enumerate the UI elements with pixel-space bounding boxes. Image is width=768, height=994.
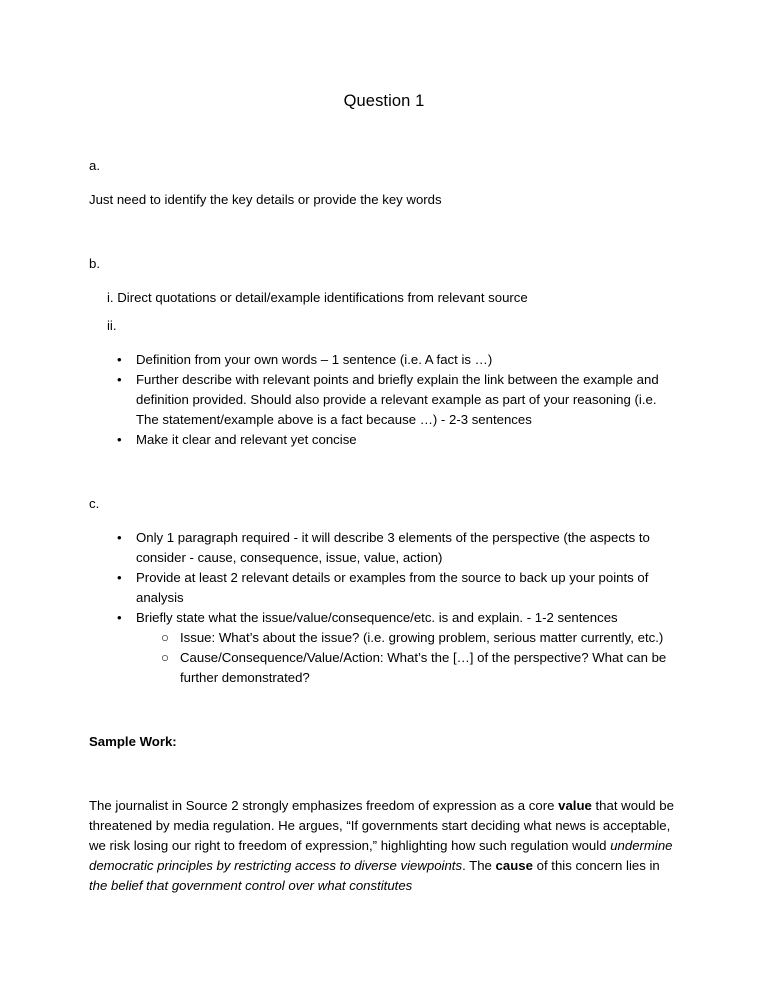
list-item-text: Further describe with relevant points and briefly explain the link between the example and definition provided. Should also provide a relevant example as part of your reasoning (i.e. The statement/example above is a fact because …) - 2-3 sentences	[136, 372, 659, 427]
list-item	[89, 608, 679, 628]
sample-work-run-2: that would be threatened by media regulation. He argues, “If governments start deciding what news is acceptable, we risk losing our right to freedom of expression,” highlighting how such regulation would	[89, 798, 674, 853]
spacer	[89, 752, 679, 796]
list-item-text: Make it clear and relevant yet concise	[136, 432, 357, 447]
bullet-icon: •	[117, 432, 122, 447]
list-item-text: Definition from your own words – 1 sentence (i.e. A fact is …)	[136, 352, 493, 367]
sample-work-run-4: . The	[462, 858, 496, 873]
list-item	[89, 528, 679, 568]
section-c-label: c.	[89, 496, 100, 511]
spacer	[89, 112, 679, 156]
bullet-icon: •	[117, 530, 122, 545]
list-item-text: Only 1 paragraph required - it will describe 3 elements of the perspective (the aspects to consider - cause, consequence, issue, value, action)	[136, 530, 650, 565]
bullet-icon: •	[117, 570, 122, 585]
section-b-label: b.	[89, 256, 100, 271]
section-b-bullet-list	[89, 350, 679, 450]
section-a-label: a.	[89, 158, 100, 173]
spacer	[89, 514, 679, 528]
bullet-icon: •	[117, 352, 122, 367]
list-item	[89, 430, 679, 450]
spacer	[89, 688, 679, 732]
spacer	[89, 308, 679, 316]
sample-work-section	[89, 732, 679, 896]
sample-work-run-0: The journalist in Source 2 strongly emphasizes freedom of expression as a core	[89, 798, 559, 813]
section-a-paragraph: Just need to identify the key details or provide the key words	[89, 192, 442, 207]
section-a	[89, 156, 679, 210]
list-item	[89, 568, 679, 608]
hollow-bullet-icon: ○	[161, 630, 169, 645]
bullet-icon: •	[117, 372, 122, 387]
list-item	[89, 350, 679, 370]
spacer	[89, 210, 679, 254]
list-item	[89, 370, 679, 430]
sample-work-run-1: value	[558, 798, 592, 813]
sample-work-heading: Sample Work:	[89, 734, 177, 749]
list-item-text: Cause/Consequence/Value/Action: What’s the […] of the perspective? What can be further demonstrated?	[180, 650, 667, 685]
list-item-text: Briefly state what the issue/value/consequence/etc. is and explain. - 1-2 sentences	[136, 610, 618, 625]
spacer	[89, 450, 679, 494]
list-item-text: Issue: What’s about the issue? (i.e. growing problem, serious matter currently, etc.)	[180, 630, 664, 645]
sample-work-run-7: the belief that government control over what constitutes	[89, 878, 413, 893]
sample-work-paragraph	[89, 796, 679, 896]
spacer	[89, 176, 679, 190]
section-c-sub-bullet-list	[89, 628, 679, 688]
list-item	[89, 648, 679, 688]
section-b-roman-ii: ii.	[107, 318, 117, 333]
spacer	[89, 274, 679, 288]
sample-work-run-6: of this concern lies in	[532, 858, 660, 873]
list-item-text: Provide at least 2 relevant details or examples from the source to back up your points of analysis	[136, 570, 649, 605]
section-c-bullet-list	[89, 528, 679, 628]
list-item	[89, 628, 679, 648]
bullet-icon: •	[117, 610, 122, 625]
page-title: Question 1	[343, 92, 425, 110]
section-c	[89, 494, 679, 688]
hollow-bullet-icon: ○	[161, 650, 169, 665]
sample-work-run-3: undermine democratic principles by restricting access to diverse viewpoints	[89, 838, 673, 873]
spacer	[89, 336, 679, 350]
section-b-roman-i: i. Direct quotations or detail/example identifications from relevant source	[107, 290, 528, 305]
section-b	[89, 254, 679, 450]
sample-work-run-5: cause	[495, 858, 533, 873]
